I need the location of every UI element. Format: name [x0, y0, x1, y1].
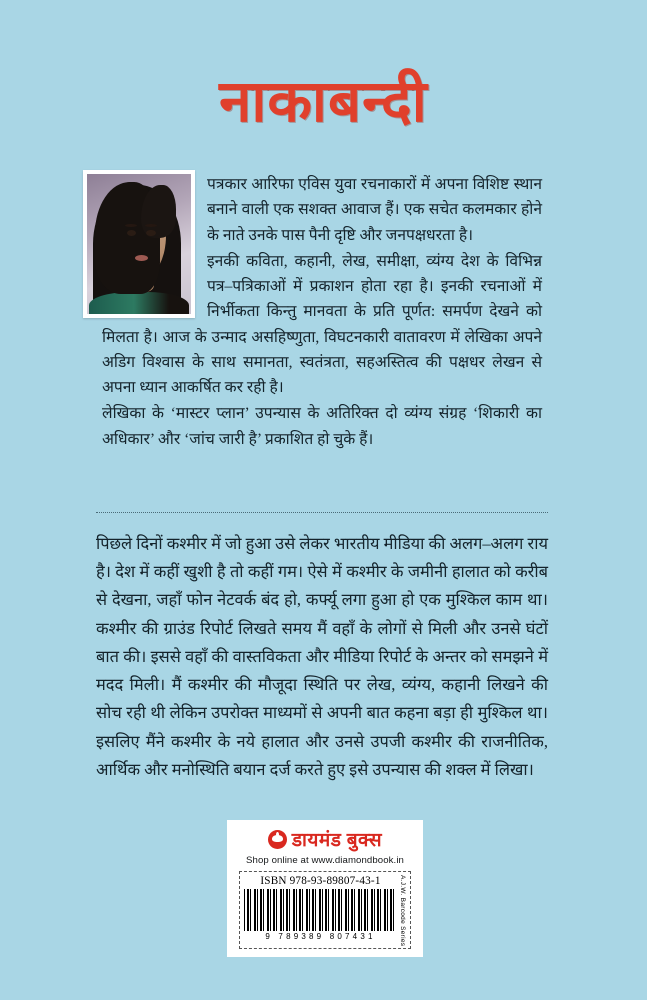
barcode-side-label: A.J.W. Barcode Series: [399, 875, 406, 947]
book-title: नाकाबन्दी: [219, 69, 428, 134]
diamond-books-lotus-icon: [268, 830, 287, 849]
bio-paragraph-3: लेखिका के ‘मास्टर प्लान’ उपन्यास के अतिरिक्त दो व्यंग्य संग्रह ‘शिकारी का अधिकार’ और ‘जांच जारी है’ प्रकाशित हो चुके हैं।: [102, 405, 542, 448]
publisher-name: डायमंड बुक्स: [291, 830, 383, 851]
publisher-block: [227, 820, 423, 957]
synopsis-text: पिछले दिनों कश्मीर में जो हुआ उसे लेकर भारतीय मीडिया की अलग–अलग राय है। देश में कहीं खुशी है तो कहीं गम। ऐसे में कश्मीर के जमीनी हालात को करीब से देखना, जहाँ फोन नेटवर्क बंद हो, कर्फ्यू लगा हुआ हो एक मुश्किल काम था। कश्मीर की ग्राउंड रिपोर्ट लिखते समय मैं वहाँ के लोगों से मिली और उनसे घंटों बात की। इससे वहाँ की वास्तविकता और मीडिया रिपोर्ट के अन्तर को समझने में मदद मिली। मैं कश्मीर की मौजूदा स्थिति पर लेख, व्यंग्य, कहानी लिखने की सोच रही थी लेकिन उपरोक्त माध्यमों से अपनी बात कहना बड़ा ही मुश्किल था। इसलिए मैंने कश्मीर के नये हालात और उनसे उपजी कश्मीर की राजनीतिक, आर्थिक और मनोस्थिति बयान दर्ज करते हुए इसे उपन्यास की शक्ल में लिखा।: [96, 534, 548, 779]
title-area: [0, 69, 647, 134]
barcode-digits: 9 789389 807431: [265, 932, 376, 941]
section-divider: [96, 512, 548, 513]
photo-text-wrap-spacer: [102, 172, 207, 324]
bio-paragraph-1: पत्रकार आरिफा एविस युवा रचनाकारों में अपना विशिष्ट स्थान बनाने वाली एक सशक्त आवाज हैं। एक सचेत कलमकार होने के नाते उनके पास पैनी दृष्टि और जनपक्षधरता है।: [207, 176, 542, 244]
barcode-box: [239, 871, 411, 949]
author-bio-block: [102, 172, 542, 453]
barcode-bars: [244, 889, 397, 931]
isbn-text: ISBN 978-93-89807-43-1: [260, 875, 381, 887]
publisher-shop-line: Shop online at www.diamondbook.in: [246, 855, 404, 866]
synopsis-block: [96, 530, 548, 784]
bio-paragraph-2: इनकी कविता, कहानी, लेख, समीक्षा, व्यंग्य देश के विभिन्न पत्र–पत्रिकाओं में प्रकाशन होता रहा है। इनकी रचनाओं में निर्भीकता किन्तु मानवता के प्रति पूर्णत: समर्पण देखने को मिलता है। आज के उन्माद असहिष्णुता, विघटनकारी वातावरण में लेखिका अपने अडिग विश्वास के साथ समानता, स्वतंत्रता, सहअस्तित्व की पक्षधर लेखन से अपना ध्यान आकर्षित कर रही है।: [102, 252, 542, 396]
barcode-inner: [244, 875, 397, 946]
publisher-logo-row: [235, 826, 415, 852]
